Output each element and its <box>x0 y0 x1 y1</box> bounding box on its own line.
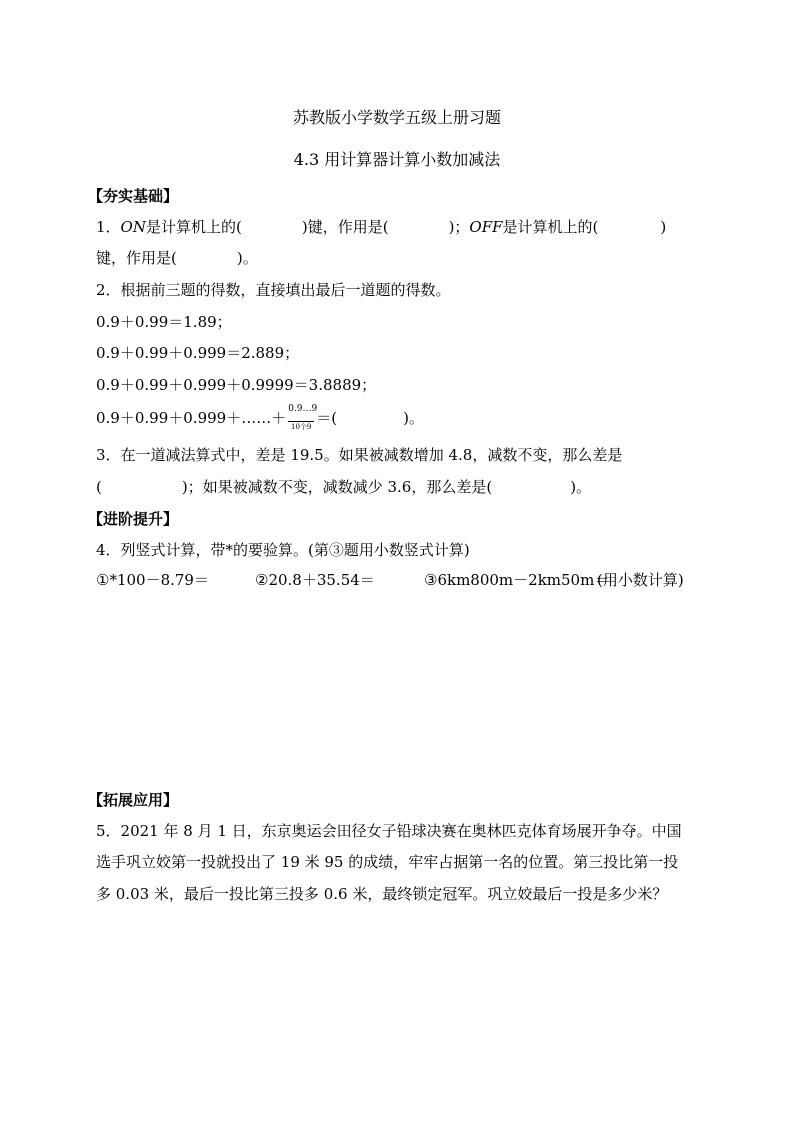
question-4-stem: 4．列竖式计算，带*的要验算。(第③题用小数竖式计算) <box>96 541 470 559</box>
q3-line2-c: )。 <box>570 478 592 496</box>
section-heading-advanced: 【进阶提升】 <box>88 510 179 528</box>
question-4-problem-3-note: (用小数计算) <box>597 571 684 589</box>
page-title: 苏教版小学数学五级上册习题 <box>292 108 501 127</box>
q2-fraction-numerator: 0.9…9 <box>288 404 318 414</box>
question-4-problem-3: ③6km800m－2km50m＝ <box>424 571 610 589</box>
question-2-stem: 2．根据前三题的得数，直接填出最后一道题的得数。 <box>96 281 451 299</box>
question-2-eq-2: 0.9＋0.99＋0.999＝2.889； <box>96 344 300 362</box>
q1-number: 1． <box>96 218 121 236</box>
section-heading-basic: 【夯实基础】 <box>88 187 179 205</box>
q3-line2-a: ( <box>96 478 102 496</box>
q1-off-key: OFF <box>469 218 503 236</box>
q1-line2-a: 键，作用是( <box>96 249 177 267</box>
q2-fraction-denominator: 10个9 <box>288 421 314 432</box>
question-3-line-1: 3．在一道减法算式中，差是 19.5。如果被减数增加 4.8，减数不变，那么差是 <box>96 446 623 464</box>
question-2-eq-4 <box>96 404 424 431</box>
q2-eq4-end: )。 <box>403 409 424 427</box>
q2-eq4-equals: ＝( <box>316 409 338 427</box>
question-2-eq-3: 0.9＋0.99＋0.999＋0.9999＝3.8889； <box>96 376 377 394</box>
page-subtitle: 4.3 用计算器计算小数加减法 <box>293 150 501 169</box>
q1-text-c: )； <box>448 218 470 236</box>
question-5-line-2: 选手巩立姣第一投就投出了 19 米 95 的成绩，牢牢占据第一名的位置。第三投比第一投 <box>96 853 679 871</box>
question-5-line-3: 多 0.03 米，最后一投比第三投多 0.6 米，最终锁定冠军。巩立姣最后一投是多少米？ <box>96 885 668 903</box>
q3-line2-b: )；如果被减数不变，减数减少 3.6，那么差是( <box>181 478 493 496</box>
q1-on-key: ON <box>120 218 146 236</box>
q1-text-a: 是计算机上的( <box>145 218 242 236</box>
q1-text-b: )键，作用是( <box>301 218 389 236</box>
section-heading-extension: 【拓展应用】 <box>88 791 179 809</box>
question-4-problem-1: ①*100－8.79＝ <box>96 571 209 589</box>
q2-eq4-left: 0.9＋0.99＋0.999＋……＋ <box>96 409 287 427</box>
q1-text-d: 是计算机上的( <box>502 218 599 236</box>
question-5-line-1: 5．2021 年 8 月 1 日，东京奥运会田径女子铅球决赛在奥林匹克体育场展开争夺。中国 <box>96 822 682 840</box>
question-1-line-2 <box>96 248 258 268</box>
q1-line2-b: )。 <box>236 249 258 267</box>
question-1-line-1 <box>96 217 666 237</box>
question-3-line-2 <box>96 477 591 497</box>
question-2-eq-1: 0.9＋0.99＝1.89； <box>96 313 232 331</box>
q1-text-e: ) <box>660 218 667 236</box>
question-4-problem-2: ②20.8＋35.54＝ <box>255 571 375 589</box>
